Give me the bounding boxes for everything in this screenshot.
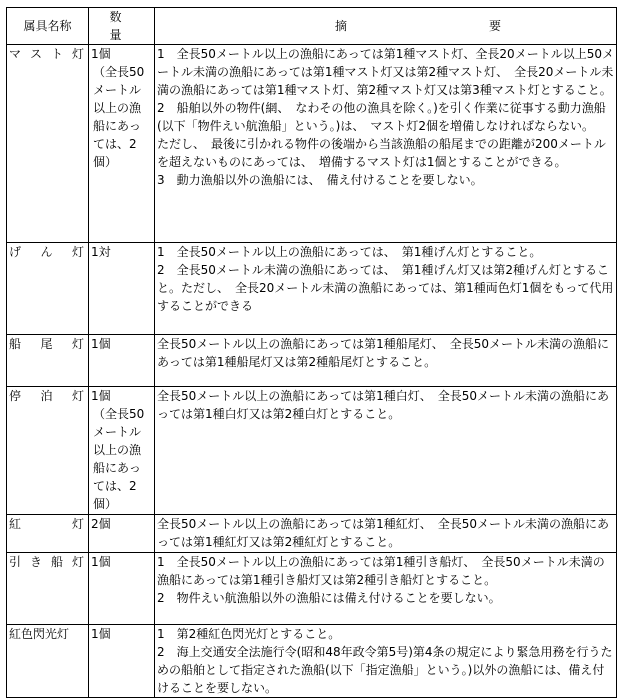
summary-paragraph: 1 全長50メートル以上の漁船にあっては、 第1種げん灯とすること。: [157, 245, 542, 259]
summary-paragraph: 1 全長50メートル以上の漁船にあっては第1種マスト灯、全長20メートル以上50メートル未満の漁船にあっては第1種マスト灯又は第2種マスト灯、 全長20メートル未満の漁船にあっては第1種マスト灯、第2種マスト灯又は第3種マスト灯とすること。: [157, 47, 614, 97]
quantity-cell: [89, 625, 155, 698]
item-name-char: 紅: [9, 517, 22, 531]
table-row: [7, 387, 617, 515]
table-row: [7, 335, 617, 387]
item-name-char: ス: [29, 47, 42, 61]
item-name-char: 泊: [40, 389, 53, 403]
header-summary: [155, 8, 617, 45]
summary-paragraph: 1 第2種紅色閃光灯とすること。: [157, 627, 341, 641]
table-row: [7, 45, 617, 243]
item-name-char: マ: [9, 47, 22, 61]
item-name-cell: [7, 515, 89, 553]
item-name-char: 灯: [71, 47, 84, 61]
item-name-char: き: [29, 555, 42, 569]
item-name-cell: [7, 387, 89, 515]
item-name-cell: [7, 625, 89, 698]
summary-cell: [155, 515, 617, 553]
summary-cell: [155, 387, 617, 515]
quantity-value: 1個: [91, 47, 111, 61]
header-quantity: [89, 8, 158, 45]
item-name-char: ん: [40, 245, 53, 259]
summary-paragraph: ただし、 最後に引かれる物件の後端から当該漁船の船尾までの距離が200メートルを超えないものにあっては、 増備するマスト灯は1個とすることができる。: [157, 137, 606, 169]
item-name-char: 灯: [71, 389, 84, 403]
header-summary-left: 摘: [335, 19, 348, 33]
quantity-value: 1個: [91, 389, 111, 403]
item-name-char: 尾: [40, 337, 53, 351]
item-name-char: 引: [9, 555, 22, 569]
summary-cell: [155, 335, 617, 387]
quantity-value: 2個: [91, 517, 111, 531]
summary-paragraph: 2 全長50メートル未満の漁船にあっては、 第1種げん灯又は第2種げん灯とすること。ただし、 全長20メートル未満の漁船にあっては、第1種両色灯1個をもって代用することができる: [157, 263, 614, 313]
table-header-row: [7, 8, 617, 45]
quantity-value: 1個: [91, 337, 111, 351]
item-name-char: 灯: [71, 337, 84, 351]
summary-cell: [155, 243, 617, 335]
item-name-char: 灯: [71, 555, 84, 569]
quantity-note: （全長50メートル以上の漁船にあっては、2個）: [93, 407, 145, 511]
item-name-char: 紅色閃光灯: [9, 627, 70, 641]
summary-paragraph: 2 物件えい航漁船以外の漁船には備え付けることを要しない。: [157, 591, 501, 605]
document-page: [6, 7, 617, 698]
item-name-char: 灯: [71, 517, 84, 531]
item-name-cell: [7, 553, 89, 625]
summary-paragraph: 全長50メートル以上の漁船にあっては第1種紅灯、 全長50メートル未満の漁船にあっては第1種紅灯又は第2種紅灯とすること。: [157, 517, 610, 549]
item-name-char: げ: [9, 245, 22, 259]
quantity-cell: [89, 45, 155, 243]
quantity-cell: [89, 553, 155, 625]
summary-paragraph: 全長50メートル以上の漁船にあっては第1種白灯、 全長50メートル未満の漁船にあっては第1種白灯又は第2種白灯とすること。: [157, 389, 610, 421]
summary-paragraph: 3 動力漁船以外の漁船には、 備え付けることを要しない。: [157, 173, 483, 187]
quantity-cell: [89, 515, 155, 553]
summary-cell: [155, 45, 617, 243]
summary-paragraph: 2 船舶以外の物件(網、 なわその他の漁具を除く。)を引く作業に従事する動力漁船(以下「物件えい航漁船」という。)は、 マスト灯2個を増備しなければならない。: [157, 101, 606, 133]
item-name-cell: [7, 45, 89, 243]
table-row: [7, 553, 617, 625]
item-name-char: 停: [9, 389, 22, 403]
item-name-char: 船: [9, 337, 22, 351]
quantity-value: 1個: [91, 555, 111, 569]
summary-cell: [155, 553, 617, 625]
summary-paragraph: 1 全長50メートル以上の漁船にあっては第1種引き船灯、 全長50メートル未満の漁船にあっては第1種引き船灯又は第2種引き船灯とすること。: [157, 555, 605, 587]
summary-paragraph: 全長50メートル以上の漁船にあっては第1種船尾灯、 全長50メートル未満の漁船にあっては第1種船尾灯又は第2種船尾灯とすること。: [157, 337, 610, 369]
table-row: [7, 625, 617, 698]
table-row: [7, 515, 617, 553]
quantity-cell: [89, 243, 155, 335]
quantity-value: 1対: [91, 245, 111, 259]
table-row: [7, 243, 617, 335]
item-name-cell: [7, 243, 89, 335]
summary-cell: [155, 625, 617, 698]
quantity-value: 1個: [91, 627, 111, 641]
quantity-cell: [89, 335, 155, 387]
header-quantity-label: 数 量: [109, 10, 158, 42]
summary-paragraph: 2 海上交通安全法施行令(昭和48年政令第5号)第4条の規定により緊急用務を行うための船舶として指定された漁船(以下「指定漁船」という。)以外の漁船には、備え付けることを要しない。: [157, 645, 613, 695]
item-name-cell: [7, 335, 89, 387]
item-name-char: 灯: [71, 245, 84, 259]
header-summary-right: 要: [488, 19, 501, 33]
quantity-note: （全長50メートル以上の漁船にあっては、2個）: [93, 65, 145, 169]
item-name-char: ト: [50, 47, 63, 61]
quantity-cell: [89, 387, 155, 515]
header-name: 属具名称: [7, 8, 89, 45]
equipment-table: [6, 7, 617, 698]
item-name-char: 船: [50, 555, 63, 569]
